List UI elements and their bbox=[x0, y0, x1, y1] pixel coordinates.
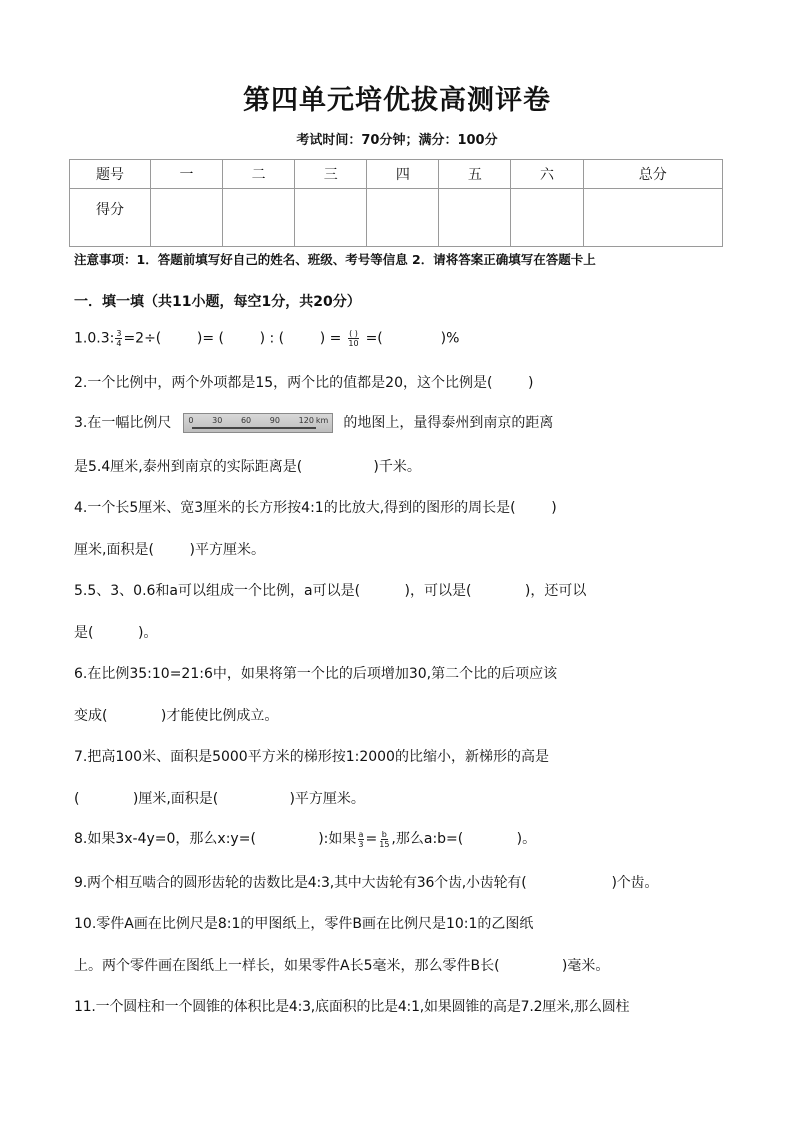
score-cell bbox=[367, 189, 439, 247]
score-cell bbox=[151, 189, 223, 247]
notice-text: 注意事项：1．答题前填写好自己的姓名、班级、考号等信息 2．请将答案正确填写在答题卡上 bbox=[74, 252, 596, 267]
fraction-numerator: ( ) bbox=[349, 329, 358, 338]
header-cell-6: 六 bbox=[511, 160, 583, 189]
question-3-continued: 是5.4厘米,泰州到南京的实际距离是( )千米。 bbox=[74, 459, 421, 475]
fraction-denominator: 4 bbox=[116, 339, 122, 348]
q8-text-a: 8.如果3x-4y=0，那么x:y=( ):如果 bbox=[74, 831, 357, 847]
question-6-line-1: 6.在比例35:10=21:6中，如果将第一个比的后项增加30,第二个比的后项应该 bbox=[74, 666, 558, 682]
ruler-unit: km bbox=[315, 416, 329, 425]
score-cell bbox=[295, 189, 367, 247]
question-10-line-2: 上。两个零件画在图纸上一样长，如果零件A长5毫米，那么零件B长( )毫米。 bbox=[74, 958, 610, 974]
question-9: 9.两个相互啮合的圆形齿轮的齿数比是4:3,其中大齿轮有36个齿,小齿轮有( )个齿。 bbox=[74, 875, 659, 891]
question-6-line-2: 变成( )才能使比例成立。 bbox=[74, 708, 279, 724]
score-table-header-row bbox=[70, 160, 723, 189]
question-4-line-2: 厘米,面积是( )平方厘米。 bbox=[74, 542, 265, 558]
question-11: 11.一个圆柱和一个圆锥的体积比是4:3,底面积的比是4:1,如果圆锥的高是7.2厘米,那么圆柱 bbox=[74, 999, 630, 1015]
ruler-bar bbox=[192, 427, 316, 429]
question-3 bbox=[74, 412, 553, 433]
q8-fraction-a bbox=[357, 830, 364, 849]
ruler-mark: 90 bbox=[269, 416, 280, 425]
q8-equals: = bbox=[365, 831, 378, 847]
score-table bbox=[69, 159, 723, 247]
q1-fraction-2 bbox=[347, 329, 359, 348]
header-cell-3: 三 bbox=[295, 160, 367, 189]
ruler-mark: 120 bbox=[298, 416, 314, 425]
score-table-score-row bbox=[70, 189, 723, 247]
question-5-line-1: 5.5、3、0.6和a可以组成一个比例，a可以是( )，可以是( )，还可以 bbox=[74, 583, 587, 599]
ruler-mark: 60 bbox=[240, 416, 252, 425]
score-cell bbox=[223, 189, 295, 247]
header-cell-total: 总分 bbox=[583, 160, 722, 189]
section-title: 一．填一填（共11小题，每空1分，共20分） bbox=[74, 294, 361, 310]
ruler-mark: 30 bbox=[212, 416, 223, 425]
question-4-line-1: 4.一个长5厘米、宽3厘米的长方形按4:1的比放大,得到的图形的周长是( ) bbox=[74, 500, 557, 516]
question-8 bbox=[74, 828, 536, 849]
q1-fraction-1 bbox=[115, 329, 122, 348]
q1-text-b: =2÷( )= ( ) : ( ) = bbox=[123, 330, 342, 347]
q8-text-b: ,那么a:b=( )。 bbox=[391, 831, 537, 847]
score-cell bbox=[511, 189, 583, 247]
fraction-denominator: 3 bbox=[358, 839, 364, 849]
page-title: 第四单元培优拔高测评卷 bbox=[243, 85, 551, 116]
q1-text-c: =( )% bbox=[365, 330, 460, 347]
question-1 bbox=[74, 329, 459, 348]
header-cell-2: 二 bbox=[223, 160, 295, 189]
question-2: 2.一个比例中，两个外项都是15，两个比的值都是20，这个比例是( ) bbox=[74, 375, 534, 391]
q3-text-before: 3.在一幅比例尺 bbox=[74, 415, 172, 431]
ruler-mark: 0 bbox=[188, 416, 194, 425]
header-cell-5: 五 bbox=[439, 160, 511, 189]
question-7-line-1: 7.把高100米、面积是5000平方米的梯形按1:2000的比缩小，新梯形的高是 bbox=[74, 749, 549, 765]
header-cell-4: 四 bbox=[367, 160, 439, 189]
fraction-denominator: 15 bbox=[379, 839, 390, 849]
fraction-denominator: 10 bbox=[348, 339, 359, 348]
question-10-line-1: 10.零件A画在比例尺是8:1的甲图纸上，零件B画在比例尺是10:1的乙图纸 bbox=[74, 916, 534, 932]
q3-text-after: 的地图上，量得泰州到南京的距离 bbox=[343, 415, 554, 431]
score-row-label: 得分 bbox=[70, 189, 151, 247]
fraction-numerator: a bbox=[358, 829, 364, 839]
scale-ruler-image bbox=[183, 413, 333, 433]
question-7-line-2: ( )厘米,面积是( )平方厘米。 bbox=[74, 791, 365, 807]
q1-text-a: 1.0.3: bbox=[74, 330, 115, 347]
header-cell-1: 一 bbox=[151, 160, 223, 189]
fraction-numerator: 3 bbox=[116, 329, 122, 338]
exam-info: 考试时间：70分钟；满分：100分 bbox=[296, 133, 498, 148]
header-cell-question-no: 题号 bbox=[70, 160, 151, 189]
score-cell bbox=[439, 189, 511, 247]
fraction-numerator: b bbox=[381, 829, 387, 839]
q8-fraction-b bbox=[378, 830, 390, 849]
score-cell bbox=[583, 189, 722, 247]
question-5-line-2: 是( )。 bbox=[74, 625, 158, 641]
